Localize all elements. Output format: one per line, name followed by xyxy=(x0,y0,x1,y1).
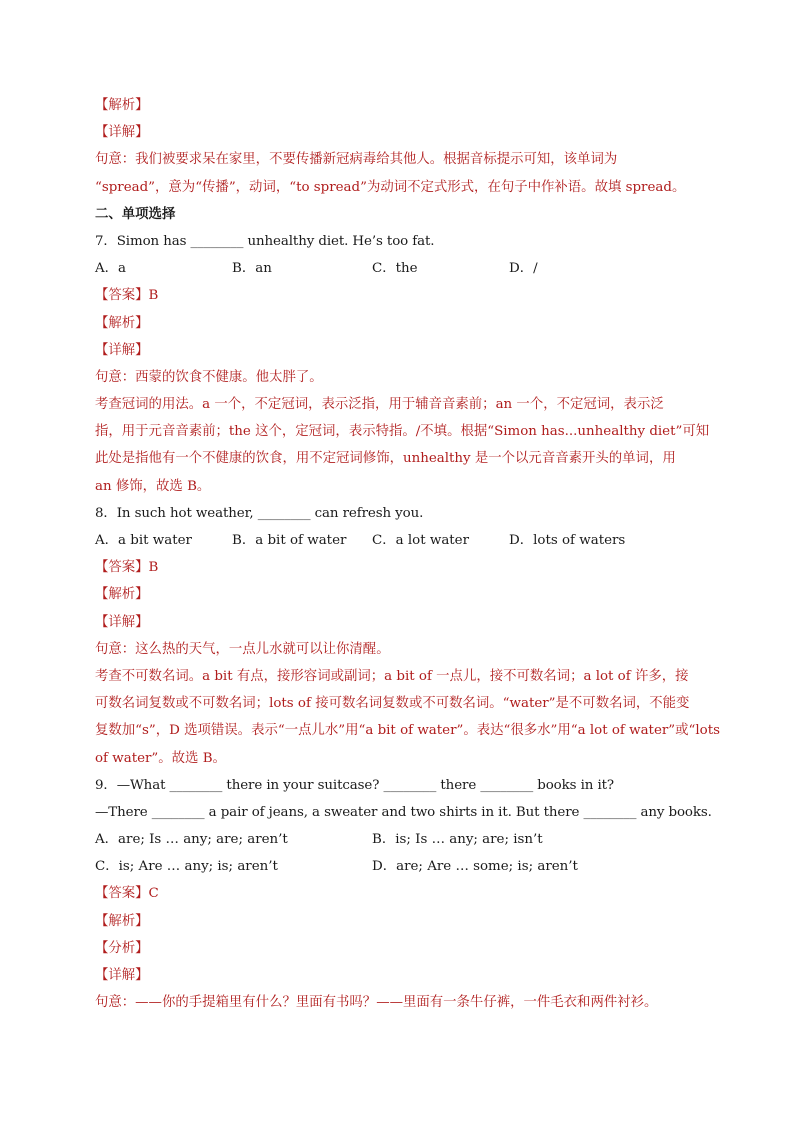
q7-options xyxy=(95,255,705,282)
q8-stem: 8．In such hot weather, ________ can refresh you. xyxy=(95,505,424,521)
analysis-tag: 【解析】 xyxy=(95,98,149,113)
q7-option-b: B．an xyxy=(232,261,272,277)
q9-options-row2 xyxy=(95,853,705,880)
q8-explain-line: 复数加“s”，D 选项错误。表示“一点儿水”用“a bit of water”。表达“很多水”用“a lot of water”或“lots xyxy=(95,723,720,739)
q7-stem: 7．Simon has ________ unhealthy diet. He’s too fat. xyxy=(95,233,435,249)
q7-meaning: 句意：西蒙的饮食不健康。他太胖了。 xyxy=(95,369,323,385)
q7-explain-line: 此处是指他有一个不健康的饮食，用不定冠词修饰，unhealthy 是一个以元音音素开头的单词，用 xyxy=(95,451,676,467)
q9-option-a: A．are; Is … any; are; aren’t xyxy=(95,832,288,848)
q9-meaning: 句意：——你的手提箱里有什么？里面有书吗？——里面有一条牛仔裤，一件毛衣和两件衬衫。 xyxy=(95,995,658,1011)
detail-tag: 【详解】 xyxy=(95,125,149,141)
q7-detail-tag: 【详解】 xyxy=(95,342,149,358)
q8-explain-line: 可数名词复数或不可数名词；lots of 接可数名词复数或不可数名词。“water”是不可数名词，不能变 xyxy=(95,696,690,712)
q8-option-a: A．a bit water xyxy=(95,533,192,548)
q7-analysis-tag: 【解析】 xyxy=(95,315,149,331)
q8-detail-tag: 【详解】 xyxy=(95,614,149,630)
section-title: 二、单项选择 xyxy=(95,205,176,222)
q9-answer: 【答案】C xyxy=(95,886,159,902)
q7-explain-line: 考查冠词的用法。a 一个，不定冠词，表示泛指，用于辅音音素前；an 一个，不定冠词，表示泛 xyxy=(95,397,664,413)
q8-option-c: C．a lot water xyxy=(372,533,470,548)
q8-explain-line: of water”。故选 B。 xyxy=(95,750,226,766)
q8-options xyxy=(95,527,705,554)
q8-analysis-tag: 【解析】 xyxy=(95,587,149,603)
q7-option-d: D．/ xyxy=(509,261,538,277)
q9-stem-reply: —There ________ a pair of jeans, a sweater and two shirts in it. But there ________ any books. xyxy=(95,804,712,820)
q8-option-b: B．a bit of water xyxy=(232,533,347,548)
q6-explain: “spread”，意为“传播”，动词，“to spread”为动词不定式形式，在句子中作补语。故填 spread。 xyxy=(95,179,686,195)
q9-option-d: D．are; Are … some; is; aren’t xyxy=(372,859,578,875)
q6-meaning: 句意：我们被要求呆在家里，不要传播新冠病毒给其他人。根据音标提示可知，该单词为 xyxy=(95,152,618,168)
q8-answer: 【答案】B xyxy=(95,560,159,576)
q7-answer: 【答案】B xyxy=(95,288,159,304)
q8-explain-line: 考查不可数名词。a bit 有点，接形容词或副词；a bit of 一点儿，接不可数名词；a lot of 许多，接 xyxy=(95,668,689,684)
q7-explain-line: 指，用于元音音素前；the 这个，定冠词，表示特指。/不填。根据“Simon has...unhealthy diet”可知 xyxy=(95,424,710,440)
document-page xyxy=(95,92,720,1016)
q9-fenxi-tag: 【分析】 xyxy=(95,940,149,956)
q9-detail-tag: 【详解】 xyxy=(95,968,149,983)
q8-option-d: D．lots of waters xyxy=(509,533,626,548)
q7-option-c: C．the xyxy=(372,261,418,277)
q9-analysis-tag: 【解析】 xyxy=(95,913,149,929)
q7-explain-line: an 修饰，故选 B。 xyxy=(95,478,211,494)
q7-option-a: A．a xyxy=(95,261,127,277)
q9-stem: 9．—What ________ there in your suitcase? ________ there ________ books in it? xyxy=(95,777,614,793)
q9-option-c: C．is; Are … any; is; aren’t xyxy=(95,859,278,875)
q9-option-b: B．is; Is … any; are; isn’t xyxy=(372,832,543,848)
q8-meaning: 句意：这么热的天气，一点儿水就可以让你清醒。 xyxy=(95,641,390,657)
q9-options-row1 xyxy=(95,826,705,853)
